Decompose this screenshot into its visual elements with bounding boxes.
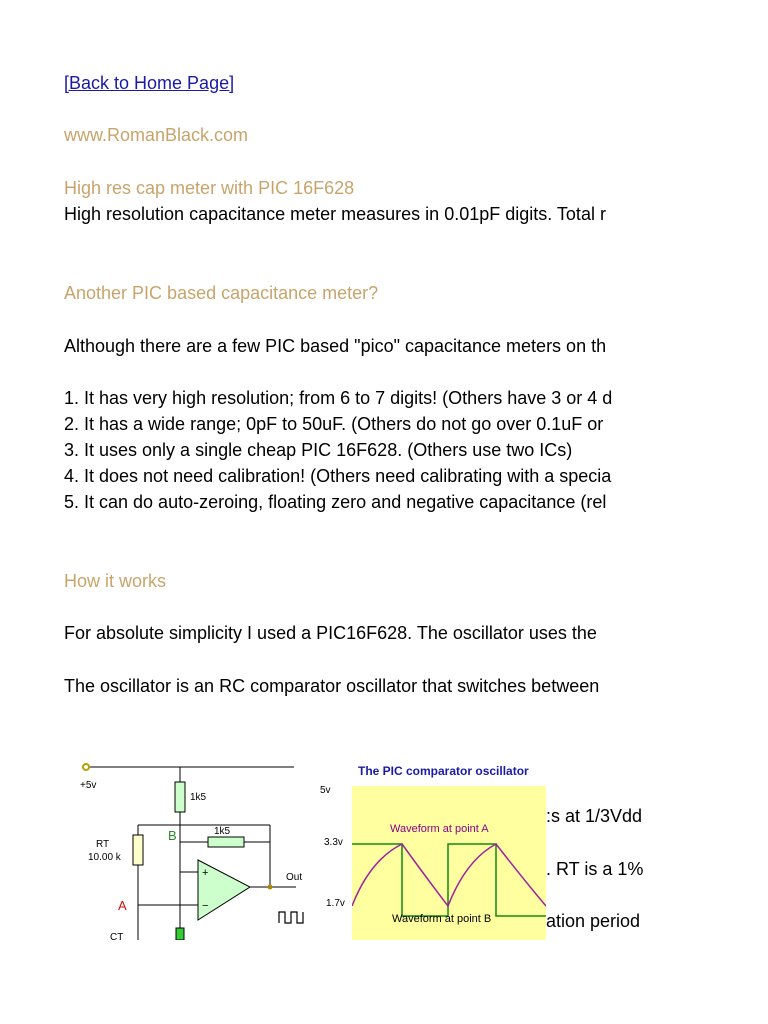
section-heading-how-it-works: How it works	[64, 571, 167, 591]
how-it-works-paragraph-1: For absolute simplicity I used a PIC16F628. The oscillator uses the	[64, 623, 597, 643]
r1-label: 1k5	[190, 792, 207, 803]
feature-item: 2. It has a wide range; 0pF to 50uF. (Others do not go over 0.1uF or	[64, 414, 604, 434]
capacitor-ct	[176, 928, 184, 940]
out-label: Out	[286, 872, 303, 883]
feature-item: 4. It does not need calibration! (Others need calibrating with a specia	[64, 466, 612, 486]
side-text-line: . RT is a 1%	[546, 859, 644, 879]
site-url: www.RomanBlack.com	[64, 125, 249, 145]
v-low-axis-label: 1.7v	[326, 898, 345, 909]
vplus-label: +5v	[80, 780, 97, 791]
v-top-axis-label: 5v	[320, 785, 331, 796]
rt-label: RT	[96, 839, 110, 850]
node-b-label: B	[168, 828, 177, 843]
square-wave-icon	[279, 912, 303, 923]
v-high-axis-label: 3.3v	[324, 837, 343, 848]
article-title: High res cap meter with PIC 16F628	[64, 178, 355, 198]
section-heading-another-pic: Another PIC based capacitance meter?	[64, 283, 379, 303]
waveform-b-label: Waveform at point B	[392, 913, 492, 925]
rt-value: 10.00 k	[88, 852, 121, 863]
resistor-1k5-feedback	[208, 837, 244, 847]
back-to-home-link[interactable]: [Back to Home Page]	[64, 73, 235, 93]
side-text-line: ation period	[546, 911, 641, 931]
section1-paragraph: Although there are a few PIC based "pico" capacitance meters on th	[64, 336, 607, 356]
resistor-1k5-top	[175, 782, 185, 812]
feature-item: 5. It can do auto-zeroing, floating zero and negative capacitance (rel	[64, 492, 607, 512]
side-text-line: :s at 1/3Vdd	[546, 806, 643, 826]
circuit-schematic	[64, 748, 364, 940]
node-a-label: A	[118, 898, 127, 913]
vplus-terminal	[83, 764, 89, 770]
how-it-works-paragraph-2: The oscillator is an RC comparator oscillator that switches between	[64, 676, 600, 696]
waveform-a-label: Waveform at point A	[390, 823, 489, 835]
out-terminal	[268, 885, 273, 890]
minus-input-sign: −	[202, 900, 209, 912]
r2-label: 1k5	[214, 826, 231, 837]
intro-text: High resolution capacitance meter measures in 0.01pF digits. Total r	[64, 204, 606, 224]
oscillator-waveform-figure	[352, 758, 546, 940]
feature-item: 1. It has very high resolution; from 6 to 7 digits! (Others have 3 or 4 d	[64, 388, 613, 408]
ct-label: CT	[110, 932, 124, 940]
resistor-rt	[133, 835, 143, 865]
feature-item: 3. It uses only a single cheap PIC 16F628. (Others use two ICs)	[64, 440, 573, 460]
oscillator-figure-title: The PIC comparator oscillator	[358, 764, 529, 778]
plus-input-sign: +	[202, 867, 209, 879]
